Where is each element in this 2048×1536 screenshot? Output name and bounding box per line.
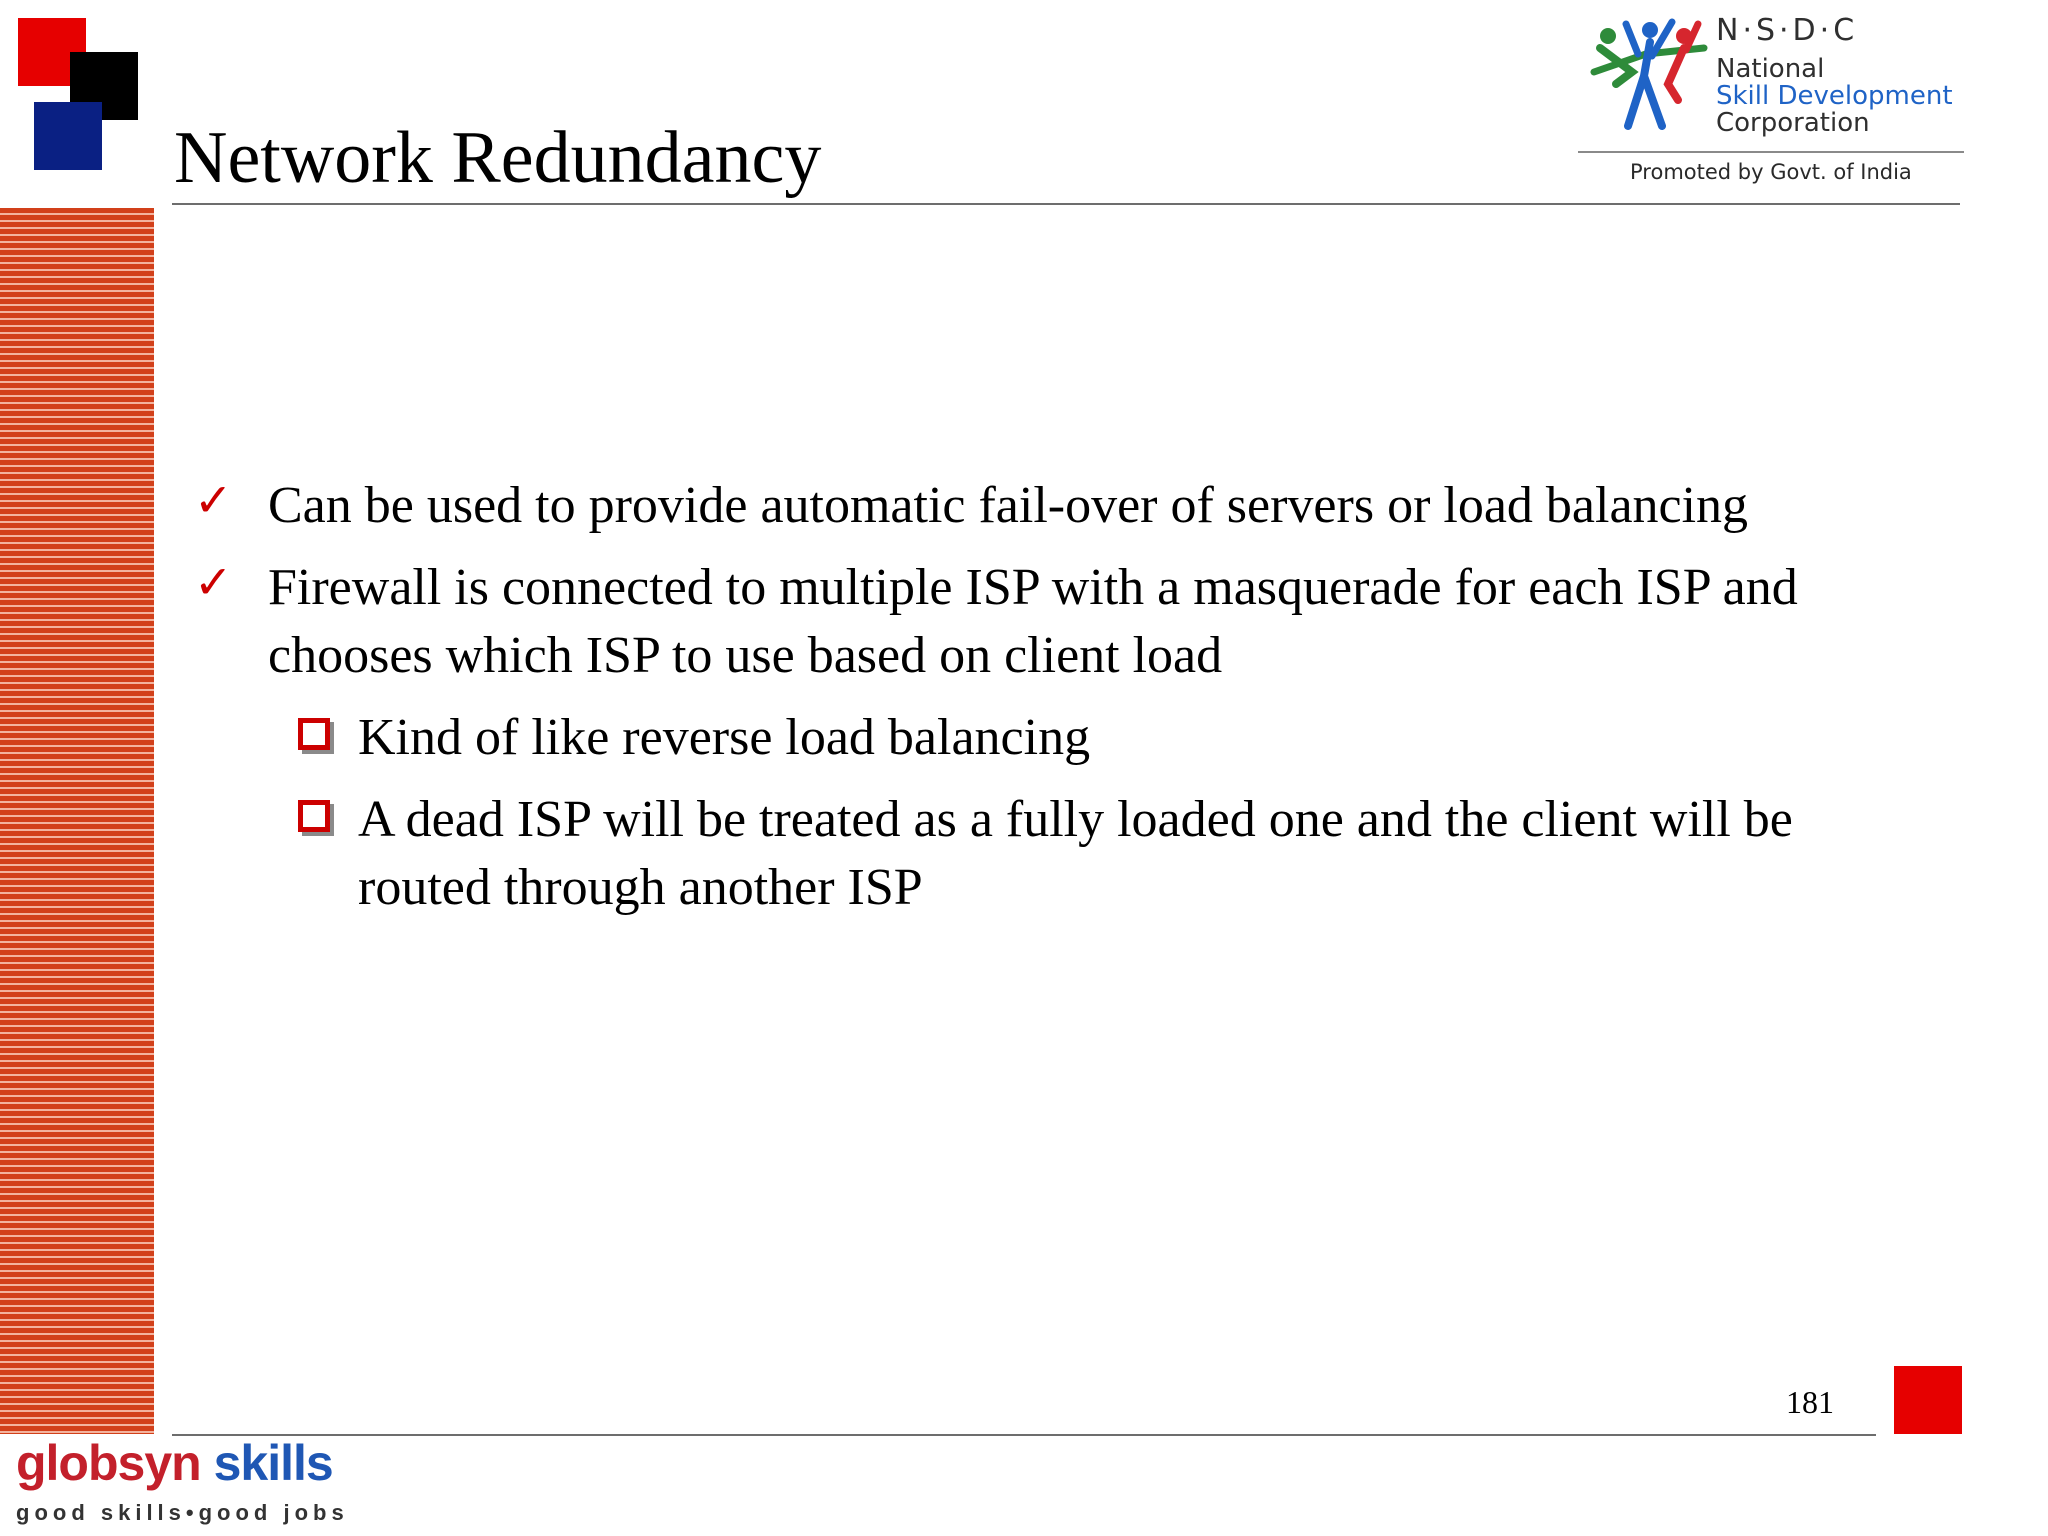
- slide-title: Network Redundancy: [174, 117, 822, 199]
- checkmark-icon: ✓: [194, 473, 233, 527]
- logo-line-corporation: Corporation: [1716, 108, 1870, 138]
- sub-bullet-item: [194, 786, 1914, 922]
- brand-name-part1: globsyn: [16, 1435, 201, 1491]
- bullet-text: Firewall is connected to multiple ISP with a masquerade for each ISP and chooses which ISP to use based on client load: [268, 559, 1798, 684]
- bullet-item: [194, 554, 1914, 690]
- logo-tagline: Promoted by Govt. of India: [1630, 160, 1912, 184]
- title-divider: [172, 203, 1960, 205]
- page-number: 181: [1786, 1384, 1834, 1420]
- globsyn-logo: [16, 1435, 349, 1526]
- decor-square-blue: [34, 102, 102, 170]
- bullet-item: [194, 472, 1914, 540]
- striped-sidebar: [0, 208, 154, 1434]
- checkbox-bullet-icon: [298, 718, 330, 750]
- brand-tagline: good skills•good jobs: [16, 1500, 349, 1525]
- sub-bullet-item: [194, 704, 1914, 772]
- logo-line-skill-development: Skill Development: [1716, 81, 1953, 111]
- sub-bullet-text: Kind of like reverse load balancing: [358, 709, 1091, 766]
- nsdc-logo: [1578, 14, 1966, 190]
- nsdc-figures-icon: [1586, 14, 1716, 134]
- footer-square-red: [1894, 1366, 1962, 1434]
- slide-body: [194, 472, 1914, 936]
- logo-acronym: N·S·D·C: [1716, 13, 1859, 48]
- bullet-text: Can be used to provide automatic fail-over of servers or load balancing: [268, 477, 1749, 534]
- logo-line-national: National: [1716, 54, 1825, 84]
- footer-divider: [172, 1434, 1876, 1436]
- checkbox-bullet-icon: [298, 800, 330, 832]
- sub-bullet-text: A dead ISP will be treated as a fully loaded one and the client will be routed through another ISP: [358, 791, 1793, 916]
- checkmark-icon: ✓: [194, 555, 233, 609]
- logo-divider: [1578, 151, 1964, 153]
- brand-name-part2: skills: [200, 1435, 333, 1491]
